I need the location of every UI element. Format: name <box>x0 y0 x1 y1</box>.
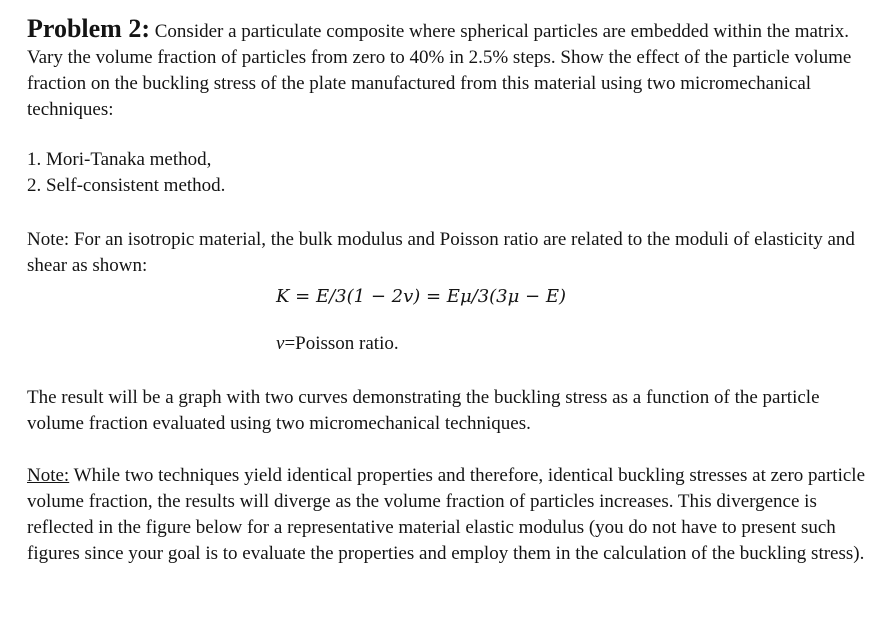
note-text: While two techniques yield identical properties and therefore, identical buckling stresses at zero particle volume fraction, the results will diverge as the volume fraction of particles increases. This divergence is reflected in the figure below for a representative material elastic modulus (you do not have to present such figures since your goal is to evaluate the properties and employ them in the calculation of the buckling stress). <box>27 465 866 564</box>
poisson-symbol: v <box>276 333 285 354</box>
poisson-text: =Poisson ratio. <box>284 333 399 354</box>
bulk-modulus-formula: K = E/3(1 − 2v) = Eμ/3(3μ − E) <box>276 286 567 307</box>
isotropic-note: Note: For an isotropic material, the bulk modulus and Poisson ratio are related to the moduli of elasticity and shear as shown: <box>27 229 855 276</box>
methods-list <box>27 147 867 199</box>
problem-title: Problem 2: <box>27 14 150 43</box>
problem-intro-text: Consider a particulate composite where spherical particles are embedded within the matrix. Vary the volume fraction of particles from zero to 40% in 2.5% steps. Show the effect of the particle volume fraction on the buckling stress of the plate manufactured from this material using two micromechanical techniques: <box>27 21 852 120</box>
divergence-note <box>27 463 867 567</box>
problem-intro-paragraph <box>27 16 867 123</box>
method-item: 2. Self-consistent method. <box>27 175 226 196</box>
result-description: The result will be a graph with two curves demonstrating the buckling stress as a function of the particle volume fraction evaluated using two micromechanical techniques. <box>27 387 820 434</box>
poisson-definition <box>276 331 867 357</box>
note-label: Note: <box>27 465 70 486</box>
method-item: 1. Mori-Tanaka method, <box>27 149 212 170</box>
problem-document <box>27 16 867 567</box>
